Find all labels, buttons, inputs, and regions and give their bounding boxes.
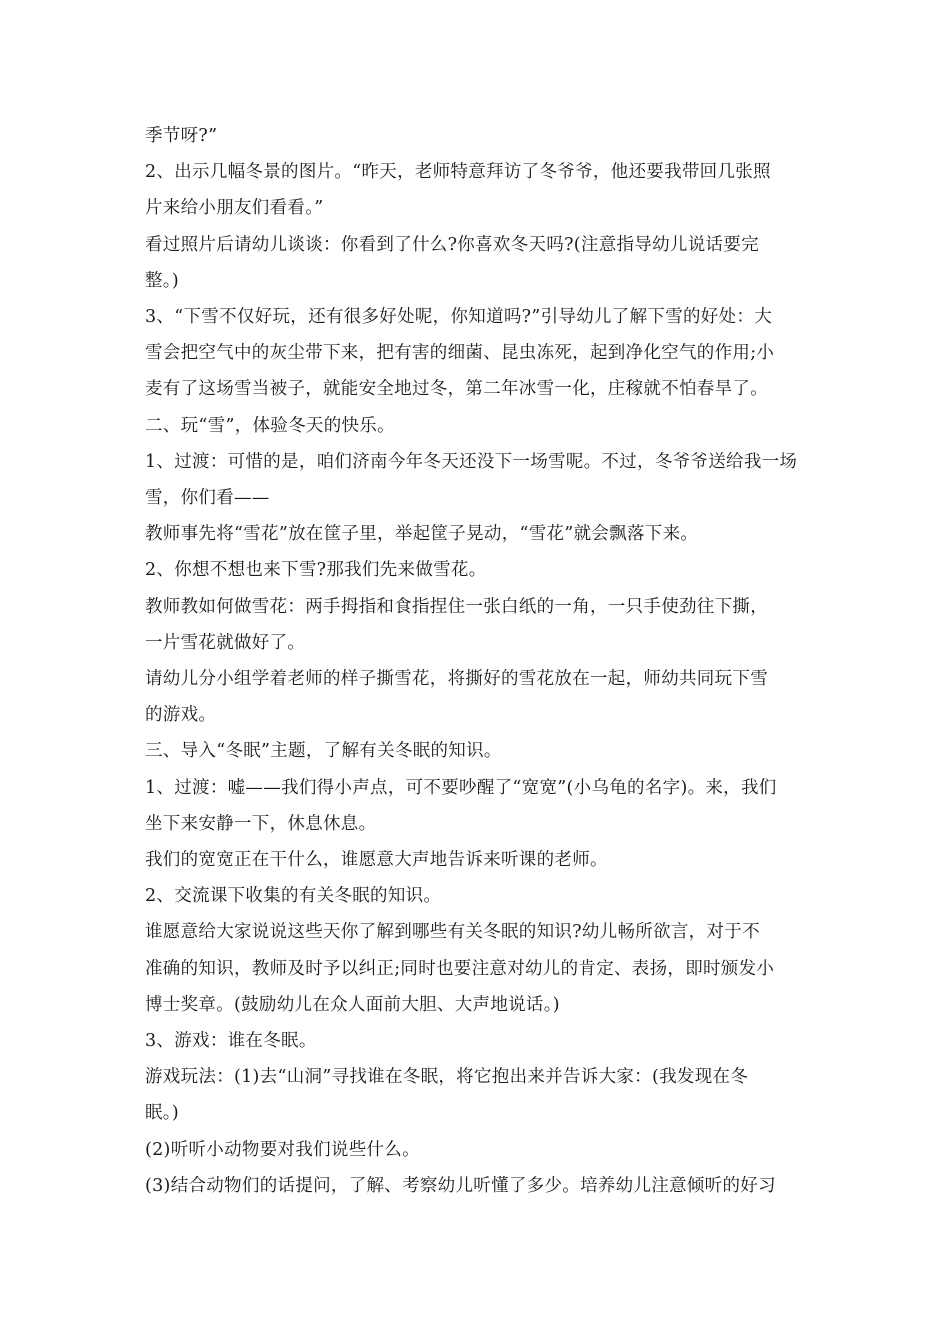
text-line: 片来给小朋友们看看。” [145, 198, 324, 219]
text-line: 雪，你们看—— [145, 488, 270, 509]
text-line: 2、交流课下收集的有关冬眠的知识。 [145, 886, 442, 907]
text-line: 坐下来安静一下，休息休息。 [145, 813, 377, 834]
text-line: 我们的宽宽正在干什么，谁愿意大声地告诉来听课的老师。 [145, 850, 608, 871]
text-line: 眠。) [145, 1103, 179, 1124]
text-line: 教师教如何做雪花：两手拇指和食指捏住一张白纸的一角，一只手使劲往下撕， [145, 596, 768, 617]
text-line: 看过照片后请幼儿谈谈：你看到了什么?你喜欢冬天吗?(注意指导幼儿说话要完 [145, 234, 759, 255]
text-line: 2、出示几幅冬景的图片。“昨天，老师特意拜访了冬爷爷，他还要我带回几张照 [145, 162, 771, 183]
text-line: 麦有了这场雪当被子，就能安全地过冬，第二年冰雪一化，庄稼就不怕春旱了。 [145, 379, 768, 400]
text-line: 2、你想不想也来下雪?那我们先来做雪花。 [145, 560, 487, 581]
section-heading: 二、玩“雪”，体验冬天的快乐。 [145, 415, 395, 436]
text-line: 游戏玩法：(1)去“山洞”寻找谁在冬眠，将它抱出来并告诉大家：(我发现在冬 [145, 1067, 749, 1088]
section-heading: 三、导入“冬眠”主题，了解有关冬眠的知识。 [145, 741, 502, 762]
text-line: 1、过渡：嘘——我们得小声点，可不要吵醒了“宽宽”(小乌龟的名字)。来，我们 [145, 777, 777, 798]
text-line: 一片雪花就做好了。 [145, 632, 306, 653]
text-line: 的游戏。 [145, 705, 217, 726]
text-line: 教师事先将“雪花”放在筐子里，举起筐子晃动，“雪花”就会飘落下来。 [145, 524, 699, 545]
text-line: 谁愿意给大家说说这些天你了解到哪些有关冬眠的知识?幼儿畅所欲言，对于不 [145, 922, 760, 943]
text-line: 1、过渡：可惜的是，咱们济南今年冬天还没下一场雪呢。不过，冬爷爷送给我一场 [145, 451, 798, 472]
text-line: 请幼儿分小组学着老师的样子撕雪花，将撕好的雪花放在一起，师幼共同玩下雪 [145, 669, 768, 690]
text-line: (2)听听小动物要对我们说些什么。 [145, 1139, 420, 1160]
text-line: 准确的知识，教师及时予以纠正;同时也要注意对幼儿的肯定、表扬，即时颁发小 [145, 958, 775, 979]
text-line: 博士奖章。(鼓励幼儿在众人面前大胆、大声地说话。) [145, 994, 560, 1015]
text-line: 整。) [145, 270, 179, 291]
text-line: 3、游戏：谁在冬眠。 [145, 1031, 317, 1052]
text-line: 雪会把空气中的灰尘带下来，把有害的细菌、昆虫冻死，起到净化空气的作用;小 [145, 343, 775, 364]
text-line: 3、“下雪不仅好玩，还有很多好处呢，你知道吗?”引导幼儿了解下雪的好处：大 [145, 307, 773, 328]
text-line: (3)结合动物们的话提问，了解、考察幼儿听懂了多少。培养幼儿注意倾听的好习 [145, 1175, 776, 1196]
text-line: 季节呀?” [145, 126, 218, 146]
document-body [145, 118, 810, 1204]
